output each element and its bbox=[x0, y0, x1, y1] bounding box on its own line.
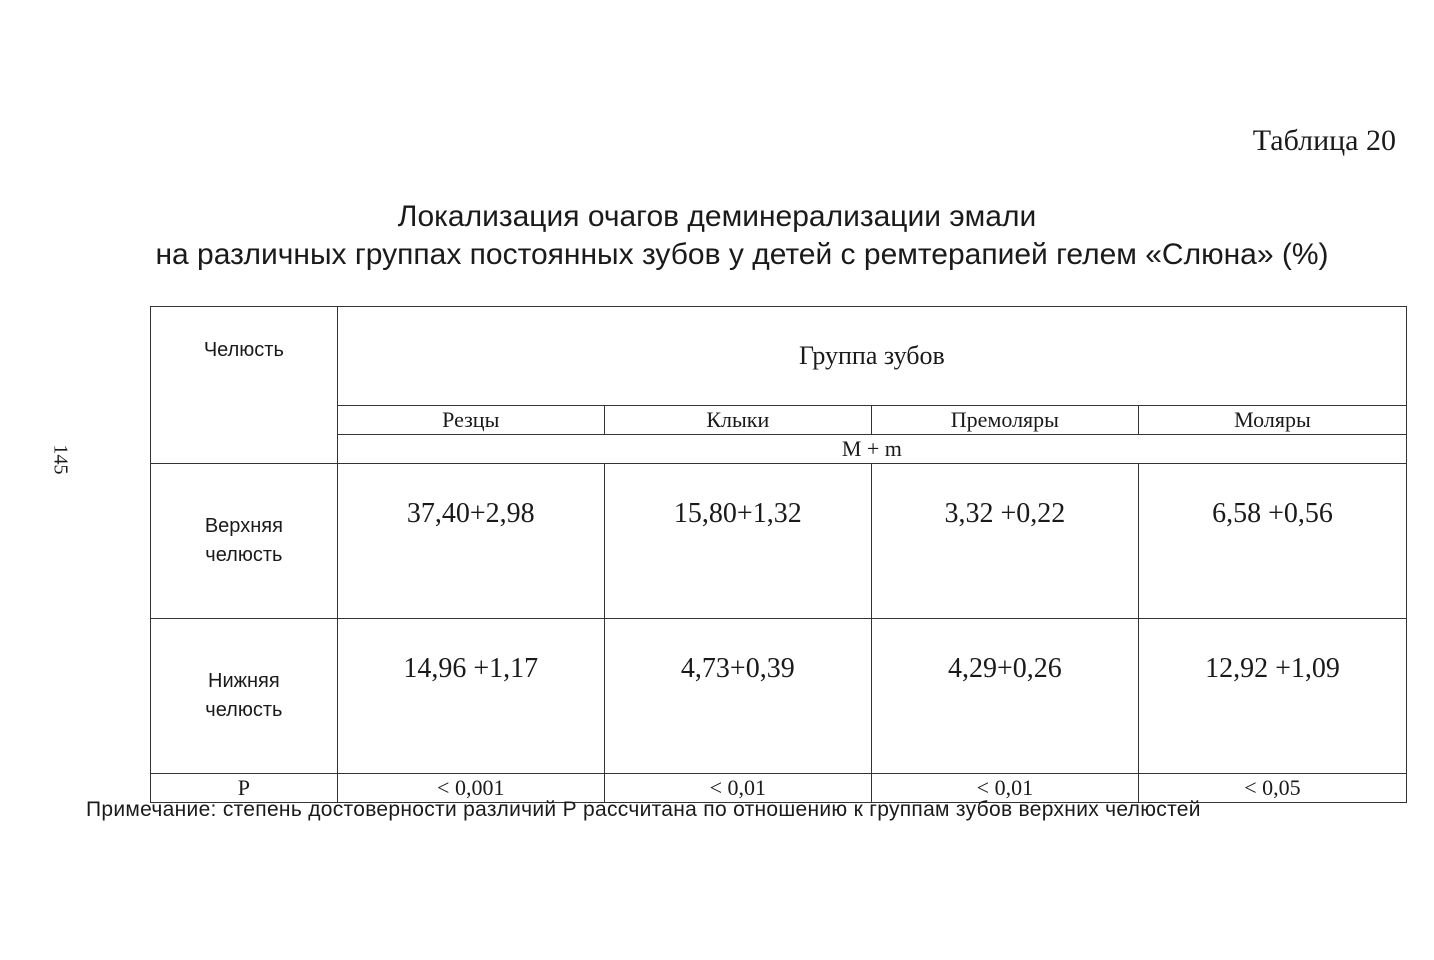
data-table bbox=[150, 306, 1407, 803]
table-cell: 6,58 +0,56 bbox=[1138, 464, 1406, 619]
column-header: Моляры bbox=[1138, 406, 1406, 435]
table-cell: 4,29+0,26 bbox=[871, 619, 1138, 774]
table-cell: 12,92 +1,09 bbox=[1138, 619, 1406, 774]
table-cell: 4,73+0,39 bbox=[604, 619, 871, 774]
column-header: Клыки bbox=[604, 406, 871, 435]
footnote: Примечание: степень достоверности различий Р рассчитана по отношению к группам зубов верхних челюстей bbox=[86, 798, 1201, 821]
stat-row bbox=[151, 435, 1407, 464]
row-label-line: челюсть bbox=[205, 544, 283, 566]
subheader-row bbox=[151, 406, 1407, 435]
header-group: Группа зубов bbox=[337, 307, 1406, 406]
title-line-2: на различных группах постоянных зубов у детей с ремтерапией гелем «Слюна» (%) bbox=[155, 238, 1329, 271]
table-cell: 3,32 +0,22 bbox=[871, 464, 1138, 619]
p-value-cell: < 0,01 bbox=[871, 774, 1138, 803]
row-label-line: Верхняя bbox=[204, 515, 283, 537]
stat-label: M + m bbox=[337, 435, 1406, 464]
table-cell: 14,96 +1,17 bbox=[337, 619, 604, 774]
table-row bbox=[151, 464, 1407, 619]
p-value-cell: < 0,01 bbox=[604, 774, 871, 803]
table-title bbox=[0, 198, 1434, 274]
header-jaw: Челюсть bbox=[151, 307, 338, 464]
row-label-line: челюсть bbox=[205, 699, 283, 721]
column-header: Резцы bbox=[337, 406, 604, 435]
title-line-1: Локализация очагов деминерализации эмали bbox=[397, 200, 1037, 233]
column-header: Премоляры bbox=[871, 406, 1138, 435]
table-label: Таблица 20 bbox=[1252, 124, 1396, 157]
table-row bbox=[151, 619, 1407, 774]
row-label-line: Нижняя bbox=[208, 670, 280, 692]
page-number: 145 bbox=[49, 444, 72, 475]
table-cell: 37,40+2,98 bbox=[337, 464, 604, 619]
p-label: Р bbox=[151, 774, 338, 803]
p-value-cell: < 0,05 bbox=[1138, 774, 1406, 803]
row-label bbox=[151, 619, 338, 774]
table-cell: 15,80+1,32 bbox=[604, 464, 871, 619]
header-row bbox=[151, 307, 1407, 406]
p-value-cell: < 0,001 bbox=[337, 774, 604, 803]
row-label bbox=[151, 464, 338, 619]
